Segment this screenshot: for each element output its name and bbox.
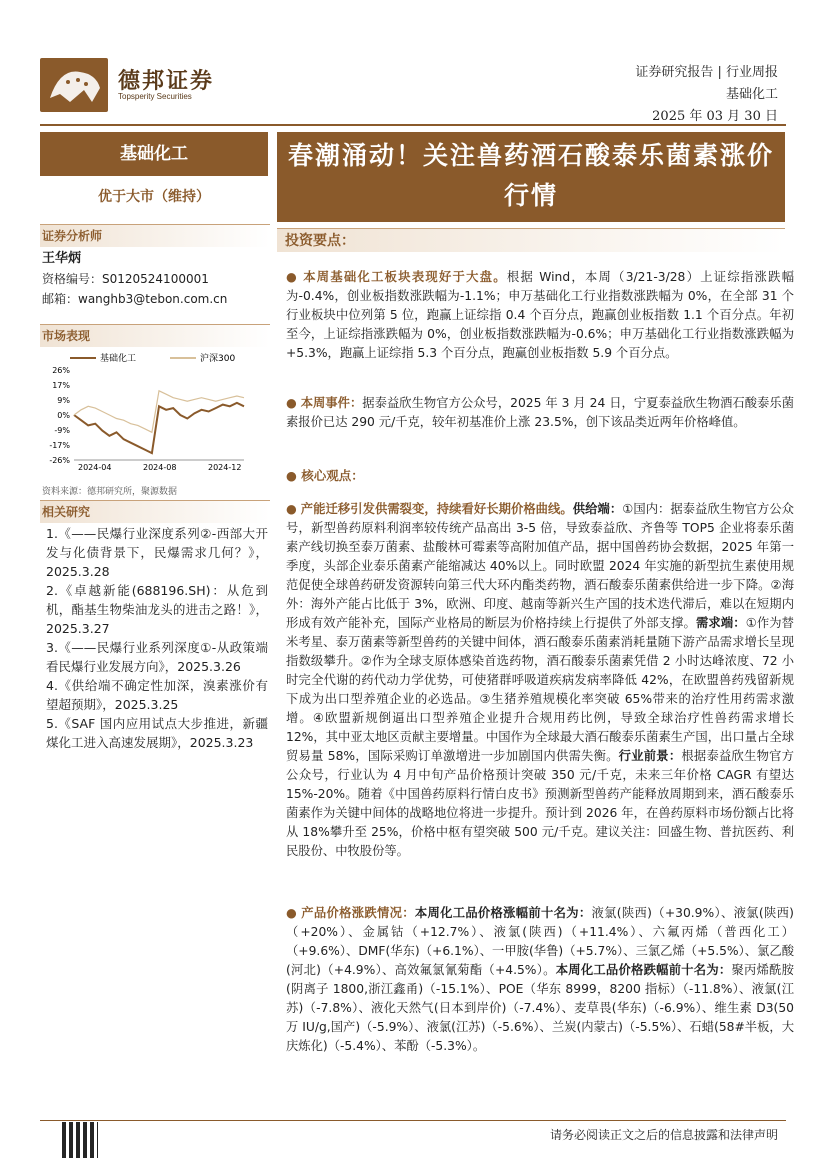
analyst-name: 王华炳 bbox=[42, 251, 82, 266]
header-divider bbox=[40, 124, 786, 126]
x-tick-label: 2024-04 bbox=[78, 463, 112, 472]
related-item[interactable]: 2.《卓越新能(688196.SH)：从危到机，酯基生物柴油龙头的进击之路！》，2025.3.27 bbox=[46, 583, 268, 636]
related-list bbox=[46, 524, 268, 752]
analyst-heading: 证券分析师 bbox=[40, 224, 270, 247]
p3-demand-text: ①作为替米考星、泰万菌素等新型兽药的关键中间体，酒石酸泰乐菌素消耗量随下游产品需求增长呈现指数级攀升。②作为全球支原体感染首选药物，酒石酸泰乐菌素凭借 2 小时达峰浓度、72 小时完全代谢的药代动力学优势，可使猪群呼吸道疾病发病率降低 42%，在欧盟兽药残留新规下成为出口型养殖企业的必选品。③生猪养殖规模化率突破 65%带来的治疗性用药需求激增。④欧盟新规倒逼出口型养殖企业提升合规用药比例，导致全球治疗性兽药需求增长 12%，其中亚太地区贡献主要增量。中国作为全球最大酒石酸泰乐菌素生产国，出口量占全球贸易量 58%，国际采购订单激增进一步加剧国内供需失衡。 bbox=[286, 616, 794, 763]
p1-text: 根据 Wind，本周（3/21-3/28）上证综指涨跌幅为-0.4%，创业板指数涨跌幅为-1.1%；申万基础化工行业指数涨跌幅为 0%，在全部 31 个行业板块中位列第 5 位，跑赢上证综指 0.4 个百分点，跑赢创业板指数 1.1 个百分点。年初至今，上证综指涨跌幅为 0%，创业板指数涨跌幅为-0.6%；申万基础化工行业指数涨跌幅为+5.3%，跑赢上证综指 5.3 个百分点，跑赢创业板指数 5.9 个百分点。 bbox=[286, 270, 794, 360]
p3-supply-text: ①国内：据泰益欣生物官方公众号，新型兽药原料利润率较传统产品高出 3-5 倍，导致泰益欣、齐鲁等 TOP5 企业将泰乐菌素产线切换至泰万菌素、盐酸林可霉素等高附加值产品，据中国兽药协会数据，2025 年第一季度，头部企业泰乐菌素产能缩减达 40%以上。同时欧盟 2024 年实施的新型抗生素使用规范促使全球兽药研发资源转向第三代大环内酯类药物，酒石酸泰乐菌素供给进一步下降。②海外：海外产能占比低于 3%，欧洲、印度、越南等新兴生产国的技术迭代滞后，难以在短期内形成有效产能补充，国际产业格局的断层为价格持续上行提供了外部支撑。 bbox=[286, 502, 794, 630]
y-tick-label: 0% bbox=[57, 411, 70, 420]
bullet-icon: ● bbox=[286, 270, 304, 284]
report-date: 2025 年 03 月 30 日 bbox=[652, 109, 778, 124]
related-item[interactable]: 1.《——民爆行业深度系列②-西部大开发与化债背景下，民爆需求几何？》，2025.3.28 bbox=[46, 526, 268, 579]
p1-lead: 本周基础化工板块表现好于大盘。 bbox=[303, 270, 507, 284]
p3-outlook-label: 行业前景： bbox=[618, 749, 682, 763]
y-tick-label: 17% bbox=[52, 381, 70, 390]
bullet-icon: ● bbox=[286, 468, 302, 483]
footer-disclaimer: 请务必阅读正文之后的信息披露和法律声明 bbox=[549, 1128, 778, 1142]
core-heading bbox=[286, 466, 364, 484]
market-chart bbox=[40, 350, 268, 472]
report-type: 证券研究报告 | 行业周报 bbox=[635, 65, 778, 80]
footer-divider bbox=[40, 1120, 786, 1121]
y-tick-label: -26% bbox=[49, 456, 70, 465]
bullet-icon: ● bbox=[286, 906, 302, 920]
paragraph-prices bbox=[286, 904, 794, 1056]
x-tick-label: 2024-12 bbox=[208, 463, 242, 472]
y-tick-label: 26% bbox=[52, 366, 70, 375]
p2-text: 据泰益欣生物官方公众号，2025 年 3 月 24 日，宁夏泰益欣生物酒石酸泰乐菌素报价已达 290 元/千克，较年初基准价上涨 23.5%，创下该品类近两年价格峰值。 bbox=[286, 396, 794, 429]
rating: 优于大市（维持） bbox=[98, 189, 210, 205]
p4-down-label: 本周化工品价格跌幅前十名为： bbox=[555, 963, 732, 977]
p4-down-text: 聚丙烯酰胺(阴离子 1800,浙江鑫甬)（-15.1%）、POE（华东 8999，8200 指标）（-11.8%）、液氯(江苏)（-7.8%）、液化天然气(日本到岸价)（-7.4%）、麦草畏(华东)（-6.9%）、维生素 D3(50 万 IU/g,国产)（-5.9%）、液氯(江苏)（-5.6%）、兰炭(内蒙古)（-5.5%）、石蜡(58#半板，大庆炼化)（-5.4%）、苯酚（-5.3%）。 bbox=[286, 963, 794, 1053]
report-meta bbox=[635, 62, 778, 128]
paragraph-performance bbox=[286, 268, 794, 363]
analyst-info bbox=[42, 248, 227, 309]
analyst-email: 邮箱：wanghb3@tebon.com.cn bbox=[42, 292, 228, 306]
related-item[interactable]: 4.《供给端不确定性加深，溴素涨价有望超预期》，2025.3.25 bbox=[46, 678, 268, 712]
p2-lead: 本周事件： bbox=[300, 396, 363, 410]
p3-supply-label: 供给端： bbox=[572, 502, 623, 516]
p4-up-label: 本周化工品价格涨幅前十名为： bbox=[414, 906, 592, 920]
y-tick-label: 9% bbox=[57, 396, 70, 405]
legend-label: 沪深300 bbox=[200, 354, 236, 364]
bullet-icon: ● bbox=[286, 396, 301, 410]
p3-demand-label: 需求端： bbox=[695, 616, 746, 630]
paragraph-event bbox=[286, 394, 794, 432]
p3-outlook-text: 根据泰益欣生物官方公众号，行业认为 4 月中旬产品价格预计突破 350 元/千克，未来三年价格 CAGR 有望达 15%-20%。随着《中国兽药原料行情白皮书》预测新型兽药产能释放周期到来，酒石酸泰乐菌素作为关键中间体的战略地位将进一步提升。预计到 2026 年，在兽药原料市场份额占比将从 18%攀升至 25%，价格中枢有望突破 500 元/千克。建议关注：回盛生物、普抗医药、利民股份、中牧股份等。 bbox=[286, 749, 794, 858]
p4-lead: 产品价格涨跌情况： bbox=[301, 906, 415, 920]
p3-lead: 产能迁移引发供需裂变，持续看好长期价格曲线。 bbox=[300, 502, 573, 516]
x-tick-label: 2024-08 bbox=[143, 463, 177, 472]
invest-heading: 投资要点： bbox=[277, 228, 785, 252]
report-sector: 基础化工 bbox=[725, 87, 778, 102]
p4-up-text: 液氯(陕西)（+30.9%）、液氯(陕西)（+20%）、金属钴（+12.7%）、液氯(陕西)（+11.4%）、六氟丙烯（普西化工）（+9.6%）、DMF(华东)（+6.1%）、一甲胺(华鲁)（+5.7%）、三氯乙烯（+5.5%）、氯乙酸(河北)（+4.9%）、高效氟氯氰菊酯（+4.5%）。 bbox=[286, 906, 794, 977]
y-tick-label: -17% bbox=[49, 441, 70, 450]
report-title: 春潮涌动！关注兽药酒石酸泰乐菌素涨价行情 bbox=[277, 132, 785, 222]
chart-source: 资料来源：德邦研究所，聚源数据 bbox=[42, 487, 178, 497]
brand-logo-icon bbox=[40, 58, 108, 112]
core-heading-text: 核心观点： bbox=[301, 468, 364, 483]
legend-label: 基础化工 bbox=[100, 354, 137, 364]
sector-label: 基础化工 bbox=[40, 132, 268, 176]
bullet-icon: ● bbox=[286, 502, 301, 516]
brand-name: 德邦证券 bbox=[118, 69, 215, 94]
analyst-cert: 资格编号：S0120524100001 bbox=[42, 272, 209, 286]
related-item[interactable]: 3.《——民爆行业系列深度①-从政策端看民爆行业发展方向》，2025.3.26 bbox=[46, 640, 268, 674]
related-heading: 相关研究 bbox=[40, 500, 270, 523]
brand-name-en: Topsperity Securities bbox=[118, 92, 192, 101]
y-tick-label: -9% bbox=[54, 426, 70, 435]
qr-code-icon bbox=[62, 1122, 98, 1158]
paragraph-core bbox=[286, 500, 794, 861]
market-heading: 市场表现 bbox=[40, 324, 270, 347]
related-item[interactable]: 5.《SAF 国内应用试点大步推进，新疆煤化工进入高速发展期》，2025.3.23 bbox=[46, 716, 268, 750]
